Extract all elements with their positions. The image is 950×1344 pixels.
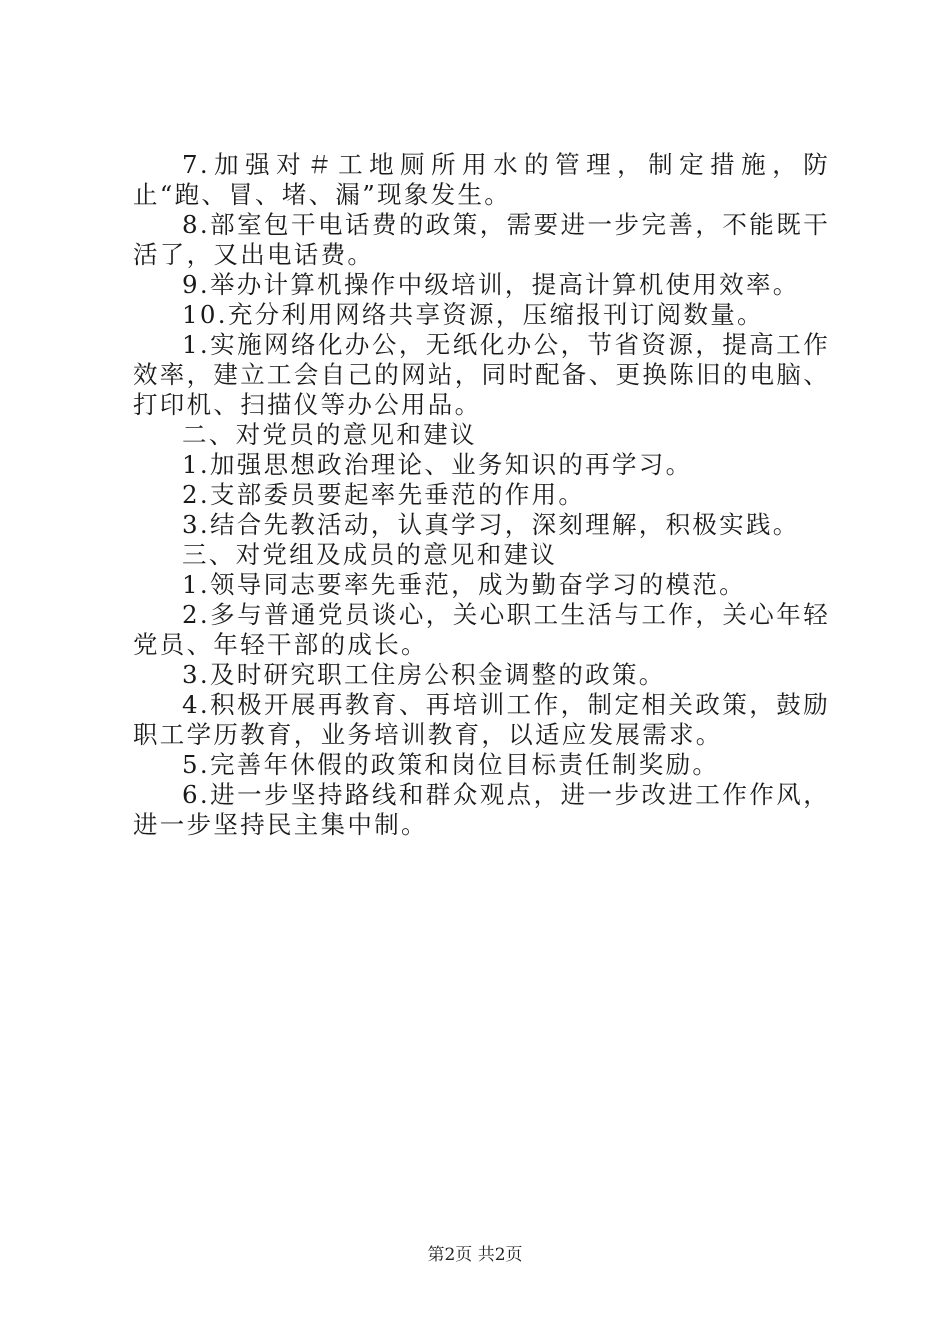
paragraph-group-3: 3.及时研究职工住房公积金调整的政策。 (182, 660, 666, 689)
paragraph-item-9: 9.举办计算机操作中级培训，提高计算机使用效率。 (182, 270, 800, 299)
section-heading-3: 三、对党组及成员的意见和建议 (182, 540, 558, 569)
paragraph-member-2: 2.支部委员要起率先垂范的作用。 (182, 480, 586, 509)
section-heading-2: 二、对党员的意见和建议 (182, 420, 477, 449)
paragraph-member-1: 1.加强思想政治理论、业务知识的再学习。 (182, 450, 693, 479)
paragraph-item-10: 10.充分利用网络共享资源，压缩报刊订阅数量。 (182, 300, 764, 329)
document-body (133, 150, 830, 840)
paragraph-item-7: 7.加强对＃工地厕所用水的管理，制定措施，防止“跑、冒、堵、漏”现象发生。 (133, 150, 830, 209)
paragraph-item-1-office: 1.实施网络化办公，无纸化办公，节省资源，提高工作效率，建立工会自己的网站，同时配备、更换陈旧的电脑、打印机、扫描仪等办公用品。 (133, 330, 830, 419)
paragraph-item-8: 8.部室包干电话费的政策，需要进一步完善，不能既干活了，又出电话费。 (133, 210, 830, 269)
paragraph-group-1: 1.领导同志要率先垂范，成为勤奋学习的模范。 (182, 570, 746, 599)
paragraph-group-2: 2.多与普通党员谈心，关心职工生活与工作，关心年轻党员、年轻干部的成长。 (133, 600, 830, 659)
paragraph-group-5: 5.完善年休假的政策和岗位目标责任制奖励。 (182, 750, 720, 779)
paragraph-member-3: 3.结合先教活动，认真学习，深刻理解，积极实践。 (182, 510, 800, 539)
page-footer: 第2页 共2页 (427, 1245, 523, 1265)
paragraph-group-4: 4.积极开展再教育、再培训工作，制定相关政策，鼓励职工学历教育，业务培训教育，以适应发展需求。 (133, 690, 830, 749)
paragraph-group-6: 6.进一步坚持路线和群众观点，进一步改进工作作风，进一步坚持民主集中制。 (133, 780, 830, 839)
